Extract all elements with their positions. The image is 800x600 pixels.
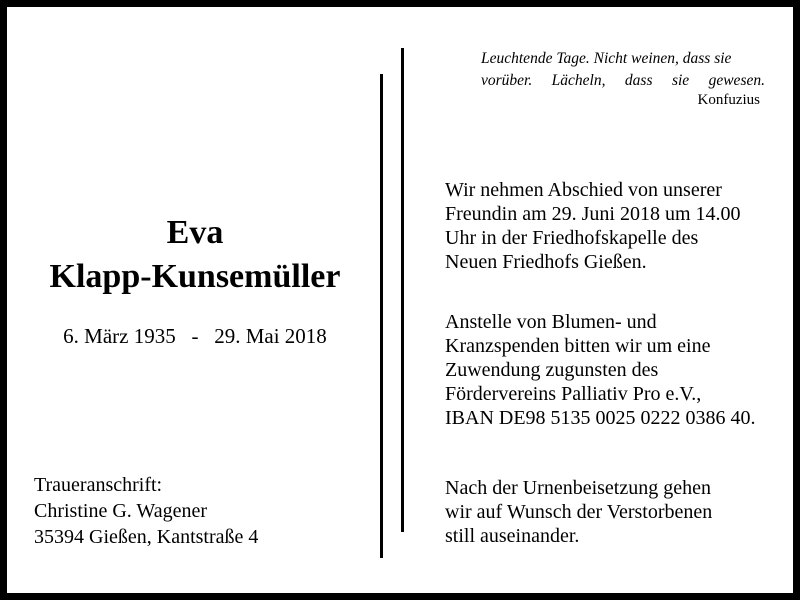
donation-request — [445, 310, 785, 430]
quote-word: gewesen. — [708, 72, 765, 89]
quote-line — [481, 70, 765, 92]
quote-block — [481, 48, 765, 92]
text-line: wir auf Wunsch der Verstorbenen — [445, 501, 713, 523]
mourning-address — [34, 472, 258, 550]
text-line: Freundin am 29. Juni 2018 um 14.00 — [445, 203, 741, 225]
urn-burial-note — [445, 476, 785, 548]
text-line: Kranzspenden bitten wir um eine — [445, 335, 711, 357]
quote-word: Lächeln, — [551, 72, 606, 89]
text-line: Nach der Urnenbeisetzung gehen — [445, 477, 711, 499]
deceased-last-name: Klapp-Kunsemüller — [49, 258, 341, 295]
text-line: Uhr in der Friedhofskapelle des — [445, 227, 699, 249]
address-line: Traueranschrift: — [34, 474, 163, 496]
divider-line-right — [401, 48, 404, 532]
funeral-announcement — [445, 178, 785, 274]
address-line: Christine G. Wagener — [34, 500, 207, 522]
quote-word: sie — [671, 72, 690, 89]
text-line: Neuen Friedhofs Gießen. — [445, 251, 647, 273]
deceased-first-name: Eva — [166, 214, 224, 251]
life-dates: 6. März 1935 - 29. Mai 2018 — [63, 324, 327, 348]
text-line: Wir nehmen Abschied von unserer — [445, 179, 722, 201]
divider-line-left — [380, 74, 383, 558]
quote-word: vorüber. — [481, 72, 533, 89]
text-line: Fördervereins Palliativ Pro e.V., — [445, 383, 702, 405]
text-line: Anstelle von Blumen- und — [445, 311, 657, 333]
quote-line: Leuchtende Tage. Nicht weinen, dass sie — [481, 50, 732, 67]
quote-word: dass — [624, 72, 653, 89]
address-line: 35394 Gießen, Kantstraße 4 — [34, 526, 259, 548]
iban-line: IBAN DE98 5135 0025 0222 0386 40. — [445, 407, 756, 429]
text-line: still auseinander. — [445, 525, 580, 547]
quote-author: Konfuzius — [697, 92, 760, 108]
text-line: Zuwendung zugunsten des — [445, 359, 659, 381]
